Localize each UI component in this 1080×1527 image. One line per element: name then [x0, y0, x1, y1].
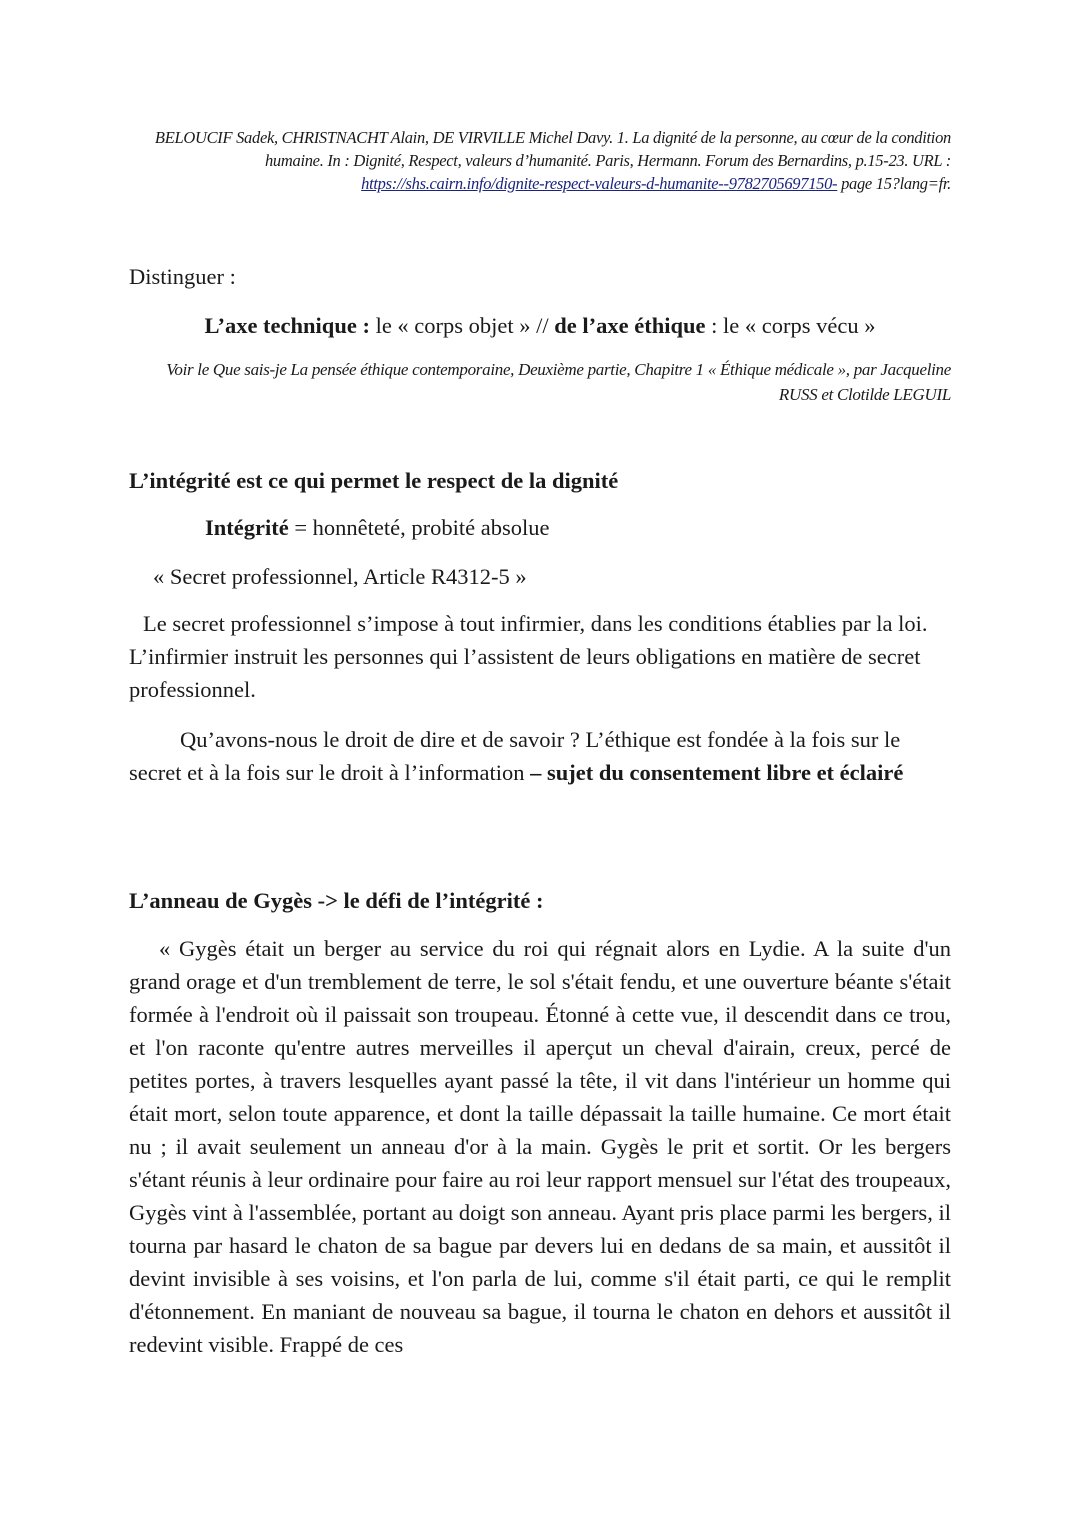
question-paragraph — [129, 723, 951, 789]
axe-technique: L’axe technique : — [204, 313, 370, 338]
axes-line — [129, 309, 951, 342]
axe-ethique-text: : le « corps vécu » — [705, 313, 876, 338]
reference-note: Voir le Que sais-je La pensée éthique contemporaine, Deuxième partie, Chapitre 1 « Éthique médicale », par Jacqueline RUSS et Clotilde LEGUIL — [166, 360, 951, 404]
heading-integrity: L’intégrité est ce qui permet le respect de la dignité — [129, 468, 619, 493]
gyges-quote: « Gygès était un berger au service du roi qui régnait alors en Lydie. A la suite d'un grand orage et d'un tremblement de terre, le sol s'était fendu, et une ouverture béante s'était formée à l'endroit où il paissait son troupeau. Étonné à cette vue, il descendit dans ce trou, et l'on raconte qu'entre autres merveilles il aperçut un cheval d'airain, creux, percé de petites portes, à travers lesquelles ayant passé la tête, il vit dans l'intérieur un homme qui était mort, selon toute apparence, et dont la taille dépassait la taille humaine. Ce mort était nu ; il avait seulement un anneau d'or à la main. Gygès le prit et sortit. Or les bergers s'étant réunis à leur ordinaire pour faire au roi leur rapport mensuel sur l'état des troupeaux, Gygès vint à l'assemblée, portant au doigt son anneau. Ayant pris place parmi les bergers, il tourna par hasard le chaton de sa bague par devers lui en dedans de sa main, et aussitôt il devint invisible à ses voisins, et l'on parla de lui, comme s'il était parti, ce qui le remplit d'étonnement. En maniant de nouveau sa bague, il tourna le chaton en dehors et aussitôt il redevint visible. Frappé de ces — [129, 936, 951, 1357]
integrity-text: = honnêteté, probité absolue — [288, 515, 550, 540]
integrity-definition — [205, 511, 549, 544]
secret-paragraph: Le secret professionnel s’impose à tout infirmier, dans les conditions établies par la loi. L’infirmier instruit les personnes qui l’assistent de leurs obligations en matière de secret professionnel. — [129, 611, 928, 702]
question-bold: – sujet du consentement libre et éclairé — [530, 760, 904, 785]
citation-suffix: page 15?lang=fr. — [837, 174, 951, 193]
integrity-term: Intégrité — [205, 515, 289, 540]
citation — [129, 126, 951, 195]
distinguer-label: Distinguer : — [129, 264, 236, 289]
axe-ethique: de l’axe éthique — [554, 313, 706, 338]
secret-title: « Secret professionnel, Article R4312-5 » — [153, 564, 527, 589]
citation-text: BELOUCIF Sadek, CHRISTNACHT Alain, DE VIRVILLE Michel Davy. 1. La dignité de la personne, au cœur de la condition humaine. In : Dignité, Respect, valeurs d’humanité. Paris, Hermann. Forum des Bernardins, p.15-23. URL : — [154, 128, 951, 170]
citation-link[interactable]: https://shs.cairn.info/dignite-respect-valeurs-d-humanite--9782705697150- — [361, 174, 838, 193]
axe-technique-text: le « corps objet » // — [369, 313, 555, 338]
question-text: Qu’avons-nous le droit de dire et de savoir ? L’éthique est fondée à la fois sur le secret et à la fois sur le droit à l’information — [129, 727, 901, 785]
heading-gyges: L’anneau de Gygès -> le défi de l’intégrité : — [129, 888, 544, 913]
